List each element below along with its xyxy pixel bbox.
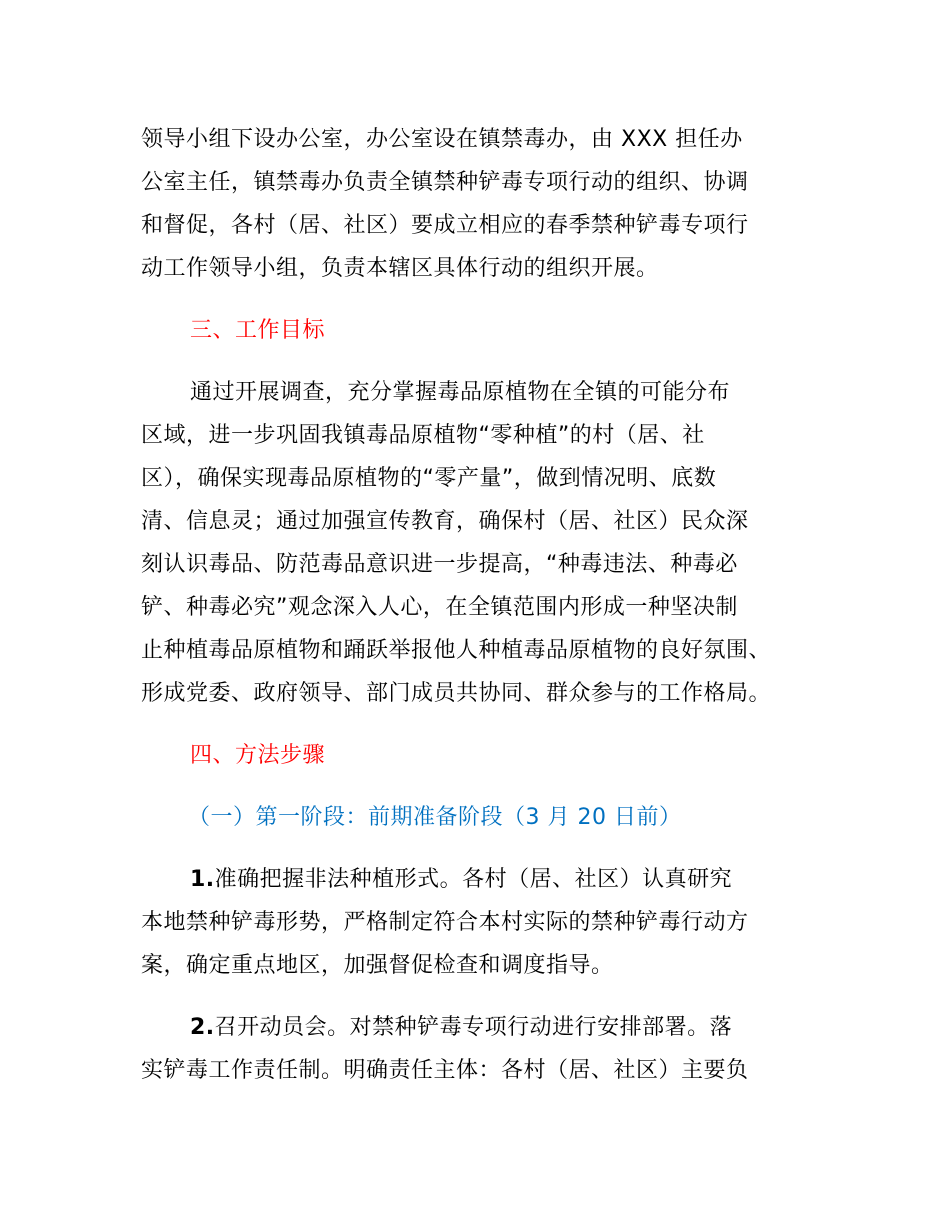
section-heading-methods: 四、方法步骤 bbox=[190, 743, 326, 768]
paragraph-line: 区域，进一步巩固我镇毒品原植物“零种植”的村（居、社 bbox=[141, 423, 705, 448]
paragraph-line: 止种植毒品原植物和踊跃举报他人种植毒品原植物的良好氛围、 bbox=[141, 638, 772, 663]
paragraph-line: 铲、种毒必究”观念深入人心，在全镇范围内形成一种坚决制 bbox=[141, 595, 738, 620]
paragraph-line: 刻认识毒品、防范毒品意识进一步提高，“种毒违法、种毒必 bbox=[141, 552, 738, 577]
section-heading-goals: 三、工作目标 bbox=[190, 318, 326, 343]
paragraph-line: 本地禁种铲毒形势，严格制定符合本村实际的禁种铲毒行动方 bbox=[141, 910, 749, 935]
item-text: 准确把握非法种植形式。各村（居、社区）认真研究 bbox=[214, 867, 733, 892]
paragraph-line: 动工作领导小组，负责本辖区具体行动的组织开展。 bbox=[141, 256, 659, 281]
paragraph-line: 清、信息灵；通过加强宣传教育，确保村（居、社区）民众深 bbox=[141, 509, 749, 534]
list-item-first-line bbox=[190, 865, 732, 895]
paragraph-line: 案，确定重点地区，加强督促检查和调度指导。 bbox=[141, 953, 614, 978]
paragraph-line: 实铲毒工作责任制。明确责任主体：各村（居、社区）主要负 bbox=[141, 1058, 749, 1083]
paragraph-line: 通过开展调查，充分掌握毒品原植物在全镇的可能分布 bbox=[190, 380, 731, 405]
item-number: 1. bbox=[190, 867, 215, 892]
subsection-heading-phase-one: （一）第一阶段：前期准备阶段（3 月 20 日前） bbox=[188, 805, 682, 830]
paragraph-line: 公室主任，镇禁毒办负责全镇禁种铲毒专项行动的组织、协调 bbox=[141, 170, 749, 195]
item-number: 2. bbox=[190, 1015, 215, 1040]
paragraph-line: 区），确保实现毒品原植物的“零产量”，做到情况明、底数 bbox=[141, 466, 717, 491]
list-item-first-line bbox=[190, 1013, 732, 1043]
paragraph-line: 形成党委、政府领导、部门成员共协同、群众参与的工作格局。 bbox=[141, 681, 772, 706]
paragraph-line: 领导小组下设办公室，办公室设在镇禁毒办，由 XXX 担任办 bbox=[141, 127, 743, 152]
item-text: 召开动员会。对禁种铲毒专项行动进行安排部署。落 bbox=[214, 1015, 733, 1040]
paragraph-line: 和督促，各村（居、社区）要成立相应的春季禁种铲毒专项行 bbox=[141, 213, 749, 238]
